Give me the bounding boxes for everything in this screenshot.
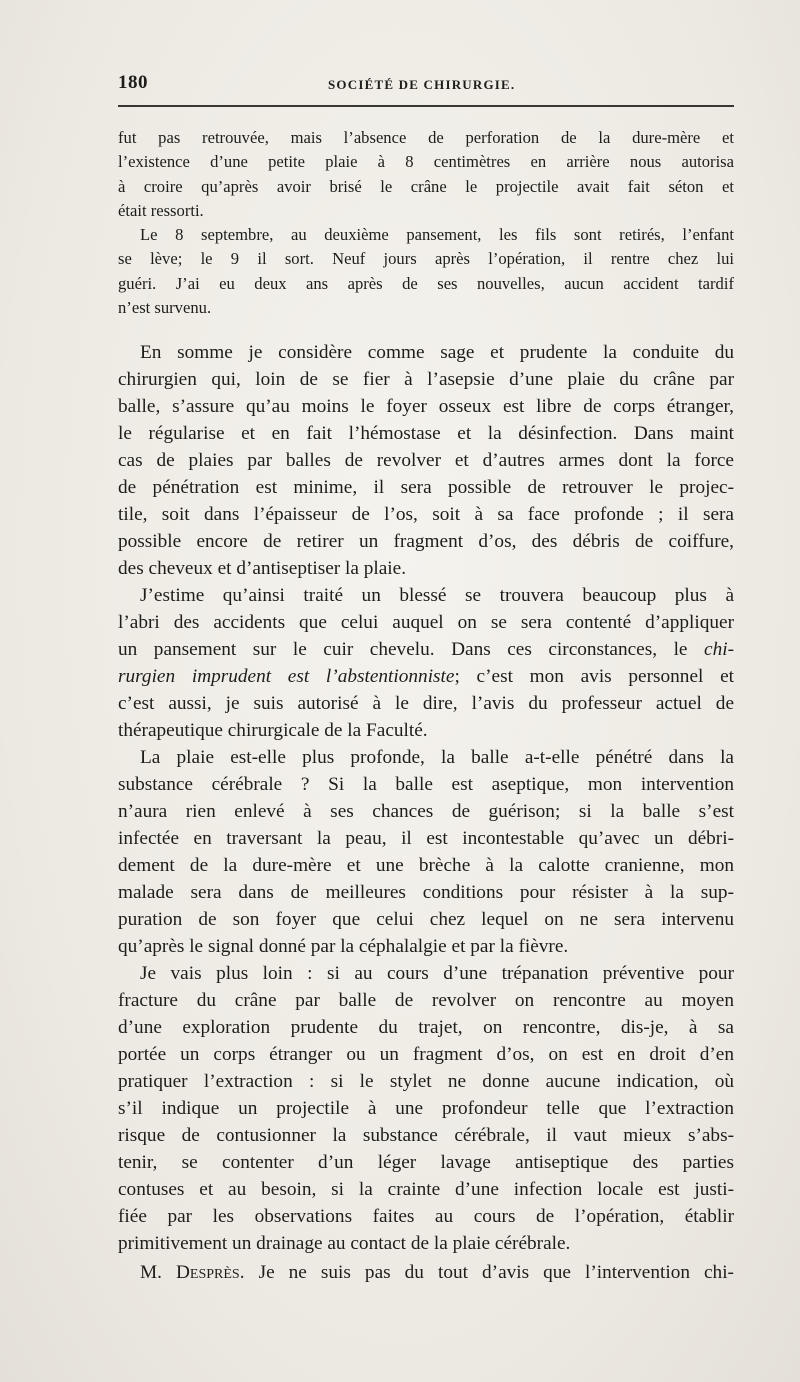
paragraph-trepanation xyxy=(118,960,734,1257)
page-number: 180 xyxy=(118,72,148,93)
text-line: fiée par les observations faites au cours de l’opération, établir xyxy=(118,1206,734,1227)
text-line: chirurgien qui, loin de se fier à l’asepsie d’une plaie du crâne par xyxy=(118,369,734,390)
text-run: ; c’est mon avis personnel et xyxy=(454,666,734,687)
text-line: risque de contusionner la substance cérébrale, il vaut mieux s’abs- xyxy=(118,1125,734,1146)
text-line: à croire qu’après avoir brisé le crâne le projectile avait fait séton et xyxy=(118,176,734,196)
text-line: malade sera dans de meilleures conditions pour résister à la sup- xyxy=(118,882,734,903)
text-line: n’est survenu. xyxy=(118,297,212,317)
text-line: substance cérébrale ? Si la balle est aseptique, mon intervention xyxy=(118,774,734,795)
paragraph-estimation xyxy=(118,582,734,744)
text-line: fracture du crâne par balle de revolver on rencontre au moyen xyxy=(118,990,734,1011)
text-line: d’une exploration prudente du trajet, on rencontre, dis-je, à sa xyxy=(118,1017,734,1038)
text-line: contuses et au besoin, si la crainte d’une infection locale est justi- xyxy=(118,1179,734,1200)
text-line: c’est aussi, je suis autorisé à le dire, l’avis du professeur actuel de xyxy=(118,693,734,714)
text-line: pratiquer l’extraction : si le stylet ne donne aucune indication, où xyxy=(118,1071,734,1092)
text-line: tile, soit dans l’épaisseur de l’os, soit à sa face profonde ; il sera xyxy=(118,504,734,525)
text-line: J’estime qu’ainsi traité un blessé se trouvera beaucoup plus à xyxy=(140,585,734,606)
text-line: En somme je considère comme sage et prudente la conduite du xyxy=(140,342,734,363)
text-line: s’il indique un projectile à une profondeur telle que l’extraction xyxy=(118,1098,734,1119)
text-line: portée un corps étranger ou un fragment d’os, on est en droit d’en xyxy=(118,1044,734,1065)
text-line: se lève; le 9 il sort. Neuf jours après l’opération, il rentre chez lui xyxy=(118,249,734,269)
text-line xyxy=(118,636,734,663)
running-header xyxy=(118,72,734,100)
paragraph-despres xyxy=(118,1259,734,1286)
paragraph-case-report-2 xyxy=(118,223,734,320)
text-line: tenir, se contenter d’un léger lavage antiseptique des parties xyxy=(118,1152,734,1173)
text-line: l’abri des accidents que celui auquel on se sera contenté d’appliquer xyxy=(118,612,734,633)
text-line: puration de son foyer que celui chez lequel on ne sera intervenu xyxy=(118,909,734,930)
header-rule xyxy=(118,105,734,107)
text-line: possible encore de retirer un fragment d’os, des débris de coiffure, xyxy=(118,531,734,552)
text-line: était ressorti. xyxy=(118,200,204,220)
text-line: balle, s’assure qu’au moins le foyer osseux est libre de corps étranger, xyxy=(118,396,734,417)
text-line: le régularise et en fait l’hémostase et la désinfection. Dans maint xyxy=(118,423,734,444)
italic-text: rurgien imprudent est l’abstentionniste xyxy=(118,666,455,687)
text-line: Le 8 septembre, au deuxième pansement, les fils sont retirés, l’enfant xyxy=(140,225,734,244)
paragraph-conclusion xyxy=(118,339,734,582)
text-line: fut pas retrouvée, mais l’absence de perforation de la dure-mère et xyxy=(118,128,734,147)
text-line xyxy=(118,1259,734,1286)
text-line: infectée en traversant la peau, il est incontestable qu’avec un débri- xyxy=(118,828,734,849)
text-line: guéri. J’ai eu deux ans après de ses nouvelles, aucun accident tardif xyxy=(118,273,734,293)
italic-text: chi- xyxy=(704,639,734,660)
text-line: des cheveux et d’antiseptiser la plaie. xyxy=(118,558,407,579)
text-line: cas de plaies par balles de revolver et d’autres armes dont la force xyxy=(118,450,734,471)
text-line: l’existence d’une petite plaie à 8 centimètres en arrière nous autorisa xyxy=(118,152,734,172)
text-run: Je ne suis pas du tout d’avis que l’intervention chi- xyxy=(258,1262,734,1283)
paragraph-deep-wound xyxy=(118,744,734,960)
text-line: thérapeutique chirurgicale de la Faculté. xyxy=(118,720,428,741)
text-line xyxy=(118,663,734,690)
speaker-name: M. Desprès. xyxy=(140,1262,245,1283)
text-line: de pénétration est minime, il sera possible de retrouver le projec- xyxy=(118,477,734,498)
text-line: Je vais plus loin : si au cours d’une trépanation préventive pour xyxy=(140,963,734,984)
text-run: un pansement sur le cuir chevelu. Dans ces circonstances, le xyxy=(118,639,688,660)
paragraph-case-report-1 xyxy=(118,126,734,223)
text-line: qu’après le signal donné par la céphalalgie et par la fièvre. xyxy=(118,936,569,957)
running-title: SOCIÉTÉ DE CHIRURGIE. xyxy=(328,77,516,92)
text-line: dement de la dure-mère et une brèche à la calotte cranienne, mon xyxy=(118,855,734,876)
text-line: La plaie est-elle plus profonde, la balle a-t-elle pénétré dans la xyxy=(140,747,734,768)
text-line: primitivement un drainage au contact de la plaie cérébrale. xyxy=(118,1233,571,1254)
text-line: n’aura rien enlevé à ses chances de guérison; si la balle s’est xyxy=(118,801,734,822)
